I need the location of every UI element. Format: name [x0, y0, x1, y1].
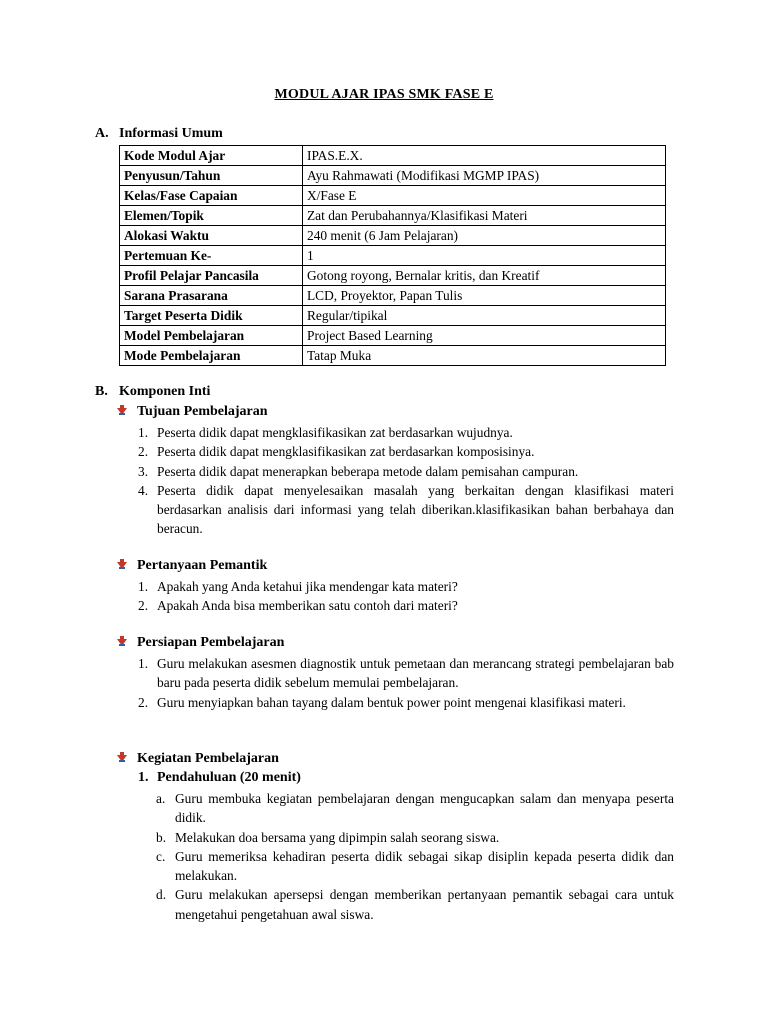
list-item	[138, 596, 674, 615]
list-item	[138, 423, 674, 442]
info-key: Model Pembelajaran	[120, 326, 303, 346]
info-table-row	[120, 146, 666, 166]
info-value: Project Based Learning	[303, 326, 666, 346]
info-table-row	[120, 186, 666, 206]
list-item-number: 3.	[138, 463, 149, 479]
list-item	[156, 847, 674, 886]
info-table-row	[120, 266, 666, 286]
info-key: Elemen/Topik	[120, 206, 303, 226]
info-value: LCD, Proyektor, Papan Tulis	[303, 286, 666, 306]
tujuan-heading	[116, 404, 268, 420]
info-value: Gotong royong, Bernalar kritis, dan Kreatif	[303, 266, 666, 286]
persiapan-heading	[116, 635, 284, 651]
info-key: Pertemuan Ke-	[120, 246, 303, 266]
info-key: Penyusun/Tahun	[120, 166, 303, 186]
list-item-text: Guru menyiapkan bahan tayang dalam bentuk power point mengenai klasifikasi materi.	[157, 694, 626, 710]
pendahuluan-number: 1.	[138, 770, 149, 785]
pendahuluan-label: Pendahuluan (20 menit)	[157, 770, 301, 785]
info-key: Target Peserta Didik	[120, 306, 303, 326]
info-value: IPAS.E.X.	[303, 146, 666, 166]
list-item-text: Apakah Anda bisa memberikan satu contoh dari materi?	[157, 598, 458, 614]
kegiatan-heading	[116, 751, 279, 767]
info-table-row	[120, 206, 666, 226]
info-value: 240 menit (6 Jam Pelajaran)	[303, 226, 666, 246]
list-item-number: a.	[156, 791, 166, 806]
list-item-number: d.	[156, 887, 167, 903]
section-b-letter: B.	[95, 384, 108, 399]
list-item-text: Peserta didik dapat menyelesaikan masalah yang berkaitan dengan klasifikasi materi berdasarkan analisis dari informasi yang telah diberikan.klasifikasikan bahan berbahaya dan beracun.	[157, 482, 674, 537]
arrow-bullet-icon	[116, 558, 128, 570]
list-item	[156, 885, 674, 924]
list-item	[138, 654, 674, 693]
section-a-heading	[95, 126, 223, 142]
list-item-text: Guru membuka kegiatan pembelajaran dengan mengucapkan salam dan menyapa peserta didik.	[175, 791, 674, 826]
info-value: Tatap Muka	[303, 346, 666, 366]
list-item-number: 4.	[138, 482, 149, 498]
kegiatan-list	[156, 789, 674, 924]
section-b-label: Komponen Inti	[119, 384, 211, 399]
info-value: Ayu Rahmawati (Modifikasi MGMP IPAS)	[303, 166, 666, 186]
list-item-text: Peserta didik dapat mengklasifikasikan zat berdasarkan komposisinya.	[157, 444, 535, 460]
list-item	[156, 828, 674, 847]
list-item	[156, 789, 674, 828]
document-title: MODUL AJAR IPAS SMK FASE E	[274, 87, 494, 102]
list-item-number: 2.	[138, 694, 149, 710]
info-table-row	[120, 246, 666, 266]
list-item-text: Guru melakukan asesmen diagnostik untuk pemetaan dan merancang strategi pembelajaran bab baru pada peserta didik sebelum memulai pembelajaran.	[157, 656, 674, 691]
info-key: Alokasi Waktu	[120, 226, 303, 246]
info-value: Regular/tipikal	[303, 306, 666, 326]
info-key: Sarana Prasarana	[120, 286, 303, 306]
list-item-text: Apakah yang Anda ketahui jika mendengar kata materi?	[157, 579, 458, 594]
info-key: Profil Pelajar Pancasila	[120, 266, 303, 286]
list-item	[138, 462, 674, 481]
info-table-row	[120, 286, 666, 306]
tujuan-list	[138, 423, 674, 539]
info-table-row	[120, 346, 666, 366]
pendahuluan-heading	[138, 770, 301, 786]
info-table-row	[120, 326, 666, 346]
list-item-text: Guru memeriksa kehadiran peserta didik sebagai sikap disiplin kepada peserta didik dan melakukan.	[175, 848, 674, 884]
section-b-heading	[95, 384, 210, 400]
list-item-number: 1.	[138, 656, 149, 671]
pertanyaan-heading	[116, 558, 267, 574]
info-table-row	[120, 166, 666, 186]
persiapan-heading-label: Persiapan Pembelajaran	[137, 635, 285, 650]
list-item-text: Guru melakukan apersepsi dengan memberikan pertanyaan pemantik sebagai cara untuk mengetahui pengetahuan awal siswa.	[175, 887, 674, 922]
list-item-number: 2.	[138, 598, 149, 614]
list-item	[138, 442, 674, 461]
pertanyaan-heading-label: Pertanyaan Pemantik	[137, 558, 268, 573]
info-table	[119, 145, 666, 366]
section-a-label: Informasi Umum	[119, 126, 223, 141]
info-key: Kode Modul Ajar	[120, 146, 303, 166]
info-value: Zat dan Perubahannya/Klasifikasi Materi	[303, 206, 666, 226]
info-key: Kelas/Fase Capaian	[120, 186, 303, 206]
info-table-row	[120, 226, 666, 246]
list-item-text: Peserta didik dapat mengklasifikasikan zat berdasarkan wujudnya.	[157, 425, 513, 440]
info-value: 1	[303, 246, 666, 266]
list-item-number: 1.	[138, 425, 149, 440]
list-item	[138, 481, 674, 539]
kegiatan-heading-label: Kegiatan Pembelajaran	[137, 751, 279, 766]
list-item-text: Peserta didik dapat menerapkan beberapa metode dalam pemisahan campuran.	[157, 463, 579, 479]
section-a-letter: A.	[95, 126, 109, 141]
pertanyaan-list	[138, 577, 674, 616]
list-item-number: 1.	[138, 579, 149, 594]
list-item-number: b.	[156, 829, 167, 845]
list-item-text: Melakukan doa bersama yang dipimpin salah seorang siswa.	[175, 829, 500, 845]
list-item	[138, 693, 674, 712]
arrow-bullet-icon	[116, 751, 128, 763]
info-table-row	[120, 306, 666, 326]
persiapan-list	[138, 654, 674, 712]
arrow-bullet-icon	[116, 635, 128, 647]
list-item-number: 2.	[138, 444, 149, 460]
info-value: X/Fase E	[303, 186, 666, 206]
list-item	[138, 577, 674, 596]
info-key: Mode Pembelajaran	[120, 346, 303, 366]
list-item-number: c.	[156, 848, 166, 864]
arrow-bullet-icon	[116, 404, 128, 416]
tujuan-heading-label: Tujuan Pembelajaran	[137, 404, 268, 419]
